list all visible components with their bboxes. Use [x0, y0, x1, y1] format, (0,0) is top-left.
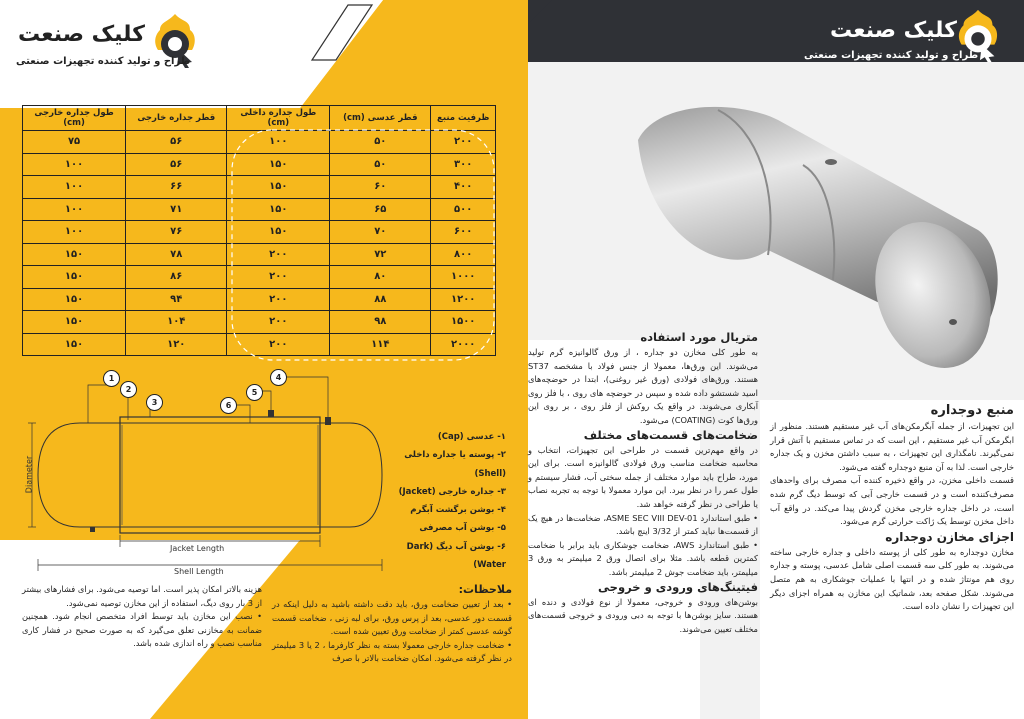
diagram-legend: [376, 428, 506, 574]
table-cell: ۱۲۰۰: [431, 288, 496, 311]
table-cell: ۱۵۰: [23, 311, 126, 334]
table-cell: ۵۶: [126, 153, 227, 176]
marker-4: 4: [270, 369, 287, 386]
table-cell: ۲۰۰: [227, 288, 330, 311]
tank-text: قسمت داخلی مخزن، در واقع ذخیره کننده آب مصرف برای واحدهای مصرف‌کننده است و در قسمت خارجی آبی که توسط دیگ گرم شده است، در داخل جداره خارجی مخزن گردش پیدا می‌کند. در واقع آب داخل مخزن توسط یک ژاکت حرارتی گرم می‌شود.: [770, 475, 1014, 527]
material-text: به طور کلی مخازن دو جداره ، از ورق گالوانیزه گرم تولید می‌شوند. این ورق‌ها، معمولا از جنس فولاد با مشخصه ST37 هستند. ورق‌های فولادی (ورق غیر روغنی)، ابتدا در حوضچه‌های اسید شستشو داده شده و سپس در حوضچه های روی ، با فلز روی آبکاری می‌شوند. در واقع یک روکش از فلز روی ، بر روی این ورق‌ها کوت (COATING) می‌شود.: [528, 347, 758, 425]
table-cell: ۹۸: [330, 311, 431, 334]
tank-title: منبع دوجداره: [930, 403, 1014, 418]
notes-item: • بعد از تعیین ضخامت ورق، باید دقت داشته باشید به دلیل اینکه در قسمت دور عدسی، بعد از پرس ورق، برای لبه زنی ، ضخامت قسمت گوشه عدسی کمتر از ضخامت ورق تعیین شده است.: [272, 599, 512, 637]
marker-5: 5: [246, 384, 263, 401]
legend-item: ۵- بوشن آب مصرفی: [419, 523, 506, 534]
notes-continuation-text: هزینه بالاتر امکان پذیر است. اما توصیه می‌شود. برای فشارهای بیشتر از 3 بار روی دیگ، استفاده از این مخازن توصیه نمی‌شود.: [22, 584, 262, 608]
table-cell: ۱۵۰: [227, 176, 330, 199]
legend-item: ۴- بوشن برگشت آبگرم: [410, 505, 506, 516]
table-cell: ۲۰۰: [227, 266, 330, 289]
table-cell: ۳۰۰: [431, 153, 496, 176]
table-cell: ۶۰: [330, 176, 431, 199]
table-cell: ۲۰۰: [227, 311, 330, 334]
notes-title: ملاحظات:: [458, 583, 512, 596]
table-cell: ۱۱۴: [330, 333, 431, 356]
tank-text: این تجهیزات، از جمله آبگرمکن‌های آب غیر مستقیم هستند. منظور از ابگرمکن آب غیر مستقیم ، این است که در تماس مستقیم با آتش قرار نمی‌گیرند. نامگذاری این تجهیزات ، به سبب داشتن مخزن و یک جداره خارجی است. لذا به آن منبع دوجداره گفته می‌شود.: [770, 421, 1014, 472]
table-header-row: [23, 106, 496, 131]
table-cell: ۸۸: [330, 288, 431, 311]
table-cell: ۱۰۰: [23, 221, 126, 244]
table-cell: ۸۰۰: [431, 243, 496, 266]
logo-right: [800, 6, 1012, 76]
legend-item: ۲- پوسته یا جداره داخلی (Shell): [404, 450, 506, 479]
fittings-text: بوشن‌های ورودی و خروجی، معمولا از نوع فولادی و دنده ای هستند. سایز بوشن‌ها با توجه به دبی ورودی و خروجی قسمت‌های مختلف تعیین می‌شوند.: [528, 596, 758, 634]
table-cell: ۱۵۰: [227, 221, 330, 244]
material-title: متریال مورد استفاده: [640, 330, 758, 344]
marker-1: 1: [103, 370, 120, 387]
table-cell: ۱۰۰: [23, 153, 126, 176]
table-cell: ۲۰۰۰: [431, 333, 496, 356]
table-cell: ۲۰۰: [227, 243, 330, 266]
middle-column: [528, 330, 758, 636]
notes-continuation: [22, 583, 262, 651]
diameter-label: Diameter: [24, 455, 34, 494]
table-cell: ۸۶: [126, 266, 227, 289]
table-cell: ۲۰۰: [227, 333, 330, 356]
table-cell: ۵۰: [330, 153, 431, 176]
table-cell: ۱۰۰۰: [431, 266, 496, 289]
column-header: طول جداره داخلی (cm): [227, 106, 330, 131]
table-cell: ۱۵۰: [227, 198, 330, 221]
marker-2: 2: [120, 381, 137, 398]
table-cell: ۷۱: [126, 198, 227, 221]
table-cell: ۱۵۰۰: [431, 311, 496, 334]
column-header: ظرفیت منبع: [431, 106, 496, 131]
marker-6: 6: [220, 397, 237, 414]
table-cell: ۱۵۰: [23, 333, 126, 356]
brand-name: کلیک صنعت: [830, 18, 957, 43]
table-cell: ۱۰۴: [126, 311, 227, 334]
thickness-bullet: • طبق استاندارد ASME SEC VIII DEV-01، ضخامت‌ها در هیچ یک از قسمت‌ها نباید کمتر از 3/32 اینچ باشد.: [528, 512, 758, 537]
column-header: قطر جداره خارجی: [126, 106, 227, 131]
table-cell: ۹۴: [126, 288, 227, 311]
brand-name: کلیک صنعت: [18, 22, 145, 47]
table-cell: ۴۰۰: [431, 176, 496, 199]
column-header: طول جداره خارجی (cm): [23, 106, 126, 131]
brand-tagline: طراح و تولید کننده تجهیزات صنعتی: [804, 50, 979, 61]
table-cell: ۵۰: [330, 131, 431, 154]
table-cell: ۷۸: [126, 243, 227, 266]
table-cell: ۷۵: [23, 131, 126, 154]
thickness-title: ضخامت‌های قسمت‌های مختلف: [583, 427, 758, 442]
legend-item: ۶- بوشن آب دیگ (Dark Water): [406, 541, 506, 571]
parts-title: اجزای مخازن دوجداره: [885, 529, 1014, 544]
table-cell: ۶۰۰: [431, 221, 496, 244]
table-cell: ۷۶: [126, 221, 227, 244]
table-cell: ۸۰: [330, 266, 431, 289]
logo-left: [8, 8, 228, 78]
notes-continuation-item: • نصب این مخازن باید توسط افراد متخصص انجام شود. همچنین ضمانت به مخازنی تعلق می‌گیرد که به صورت صحیح در فشار کاری مناسب نصب و راه اندازی شده باشد.: [22, 611, 262, 649]
table-cell: ۱۰۰: [227, 131, 330, 154]
fittings-title: فیتینگ‌های ورودی و خروجی: [598, 579, 758, 594]
table-cell: ۱۰۰: [23, 198, 126, 221]
table-cell: ۱۵۰: [23, 243, 126, 266]
fitting-4: [325, 417, 331, 425]
table-cell: ۶۶: [126, 176, 227, 199]
dashed-highlight-outline: [230, 128, 500, 364]
table-cell: ۵۶: [126, 131, 227, 154]
column-header: قطر عدسی (cm): [330, 106, 431, 131]
jacket-length-label: Jacket Length: [170, 544, 225, 553]
right-column: [770, 403, 1014, 614]
table-cell: ۷۰: [330, 221, 431, 244]
table-cell: ۱۲۰: [126, 333, 227, 356]
table-cell: ۷۲: [330, 243, 431, 266]
legend-item: ۱- عدسی (Cap): [437, 432, 506, 442]
legend-item: ۳- جداره خارجی (Jacket): [398, 486, 506, 497]
table-cell: ۱۵۰: [23, 266, 126, 289]
parts-text: مخازن دوجداره به طور کلی از پوسته داخلی و جداره خارجی ساخته می‌شوند. به طور کلی سه قسمت اصلی شامل عدسی، پوسته و جداره روی هم مونتاژ شده و در انتها با عملیات جوشکاری به هم متصل می‌شوند. شکل صفحه بعد، شماتیک این مخازن به همراه اجزای دیگر این تجهیزات را نشان داده است.: [770, 546, 1014, 612]
thickness-bullet: • طبق استاندارد AWS، ضخامت جوشکاری باید برابر با ضخامت کمترین قطعه باشد. مثلا برای اتصال ورق 2 میلیمتر به ورق 3 میلیمتر، باید ضخامت جوش 2 میلیمتر باشد.: [528, 539, 759, 577]
table-cell: ۶۵: [330, 198, 431, 221]
table-cell: ۱۵۰: [23, 288, 126, 311]
table-cell: ۱۰۰: [23, 176, 126, 199]
shell-length-label: Shell Length: [174, 567, 224, 576]
notes-section: [272, 583, 512, 666]
brand-tagline: طراح و تولید کننده تجهیزات صنعتی: [16, 56, 191, 67]
notes-item: • ضخامت جداره خارجی معمولا بسته به نظر کارفرما ، 2 یا 3 میلیمتر در نظر گرفته می‌شود. امکان ضخامت بالاتر با صرف: [272, 639, 512, 664]
table-cell: ۲۰۰: [431, 131, 496, 154]
thickness-text: در واقع مهم‌ترین قسمت در طراحی این تجهیزات، انتخاب و محاسبه ضخامت مناسب ورق فولادی گالوانیزه است. برای این مورد، طراح باید موارد مختلف از جمله سختی آب، فشار سیستم و طول عمر را در نظر بیرد. این موارد معمولا با توجه به تجربه نصاب یا طراحی در نظر گرفته خواهد شد.: [528, 444, 758, 509]
fitting-5: [268, 410, 274, 417]
table-cell: ۱۵۰: [227, 153, 330, 176]
table-cell: ۵۰۰: [431, 198, 496, 221]
marker-3: 3: [146, 394, 163, 411]
